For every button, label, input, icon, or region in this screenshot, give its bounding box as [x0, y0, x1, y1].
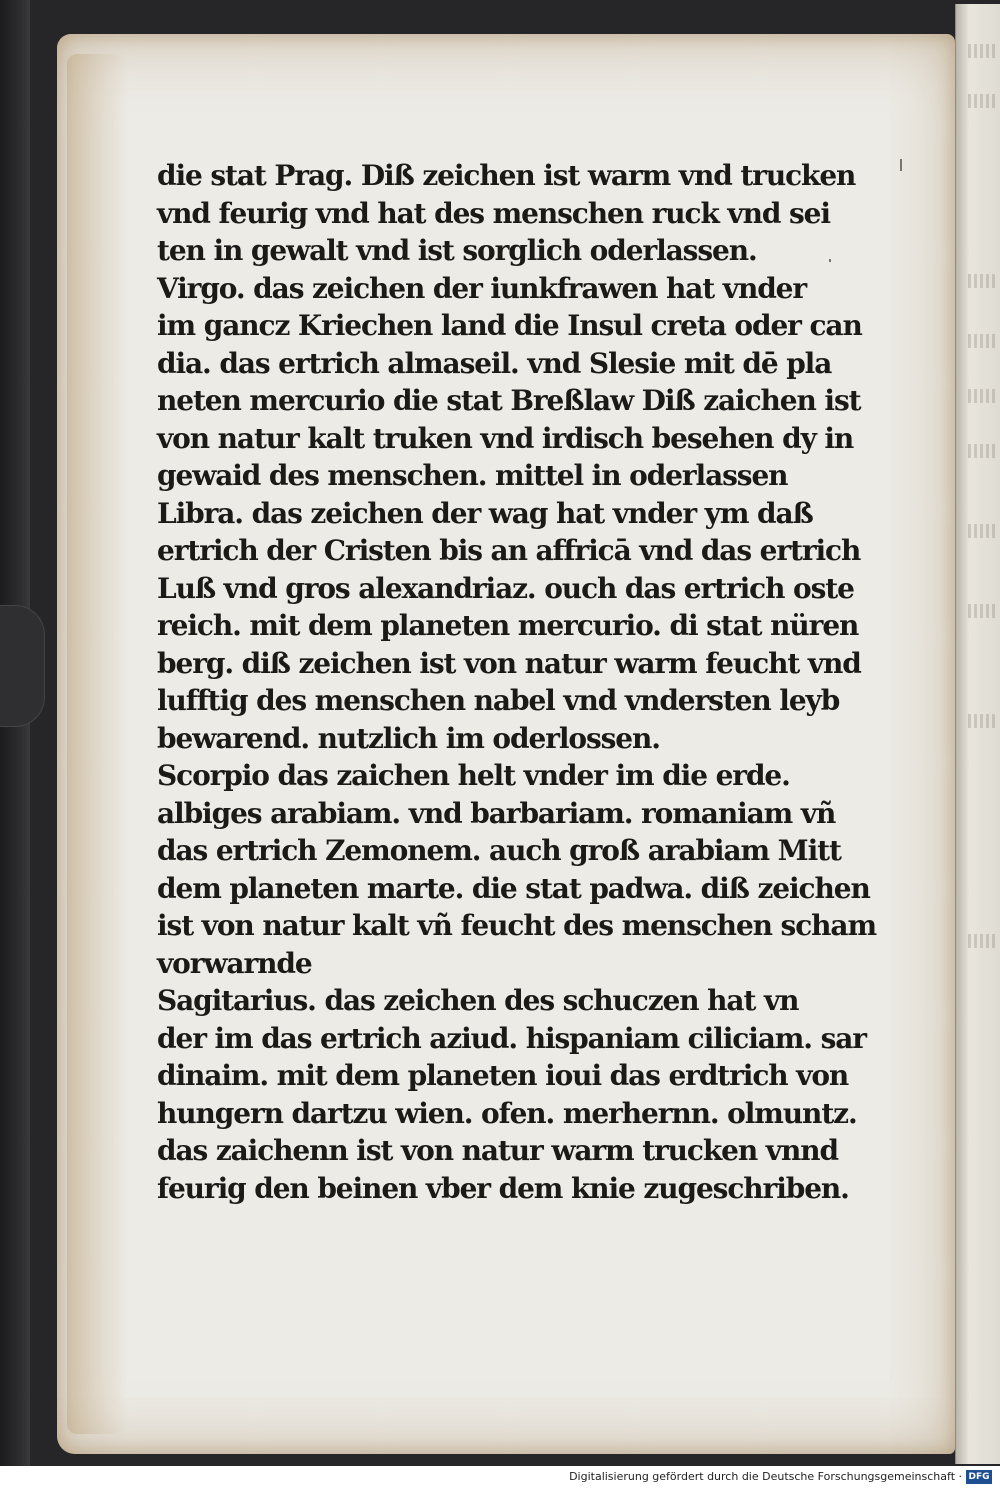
text-line: bewarend. nutzlich im oderlossen.: [157, 721, 660, 755]
text-line: die stat Prag. Diß zeichen ist warm vnd trucken: [157, 159, 856, 192]
text-line: lufftig des menschen nabel vnd vndersten leyb: [157, 684, 840, 717]
book-clasp: [0, 605, 45, 727]
book-cover-edge: [0, 0, 30, 1466]
text-line: neten mercurio die stat Breßlaw Diß zaichen ist: [157, 384, 861, 417]
footer-bar: [0, 1466, 1000, 1489]
text-line: vnd feurig vnd hat des menschen ruck vnd sei: [157, 196, 830, 230]
text-line: gewaid des menschen. mittel in oderlassen: [157, 459, 788, 492]
text-line: dinaim. mit dem planeten ioui das erdtrich von: [157, 1059, 849, 1092]
text-line: das zaichenn ist von natur warm trucken vnnd: [157, 1134, 838, 1167]
text-line: albiges arabiam. vnd barbariam. romaniam vñ: [157, 796, 836, 830]
text-line: im gancz Kriechen land die Insul creta oder can: [157, 309, 862, 342]
ink-speck: [829, 259, 831, 262]
text-line: Scorpio das zaichen helt vnder im die erde.: [157, 759, 790, 792]
manuscript-page: [57, 34, 955, 1454]
text-line: das ertrich Zemonem. auch groß arabiam Mitt: [157, 834, 841, 867]
text-line: Libra. das zeichen der wag hat vnder ym daß: [157, 496, 813, 530]
text-line: ten in gewalt vnd ist sorglich oderlassen.: [157, 234, 757, 267]
funding-notice: Digitalisierung gefördert durch die Deutsche Forschungsgemeinschaft ·: [569, 1470, 962, 1483]
text-line: der im das ertrich aziud. hispaniam ciliciam. sar: [157, 1021, 866, 1055]
ink-speck: [900, 159, 902, 171]
text-line: dem planeten marte. die stat padwa. diß zeichen: [157, 871, 870, 905]
text-line: vorwarnde: [157, 946, 312, 980]
text-line: Virgo. das zeichen der iunkfrawen hat vnder: [157, 271, 807, 305]
text-line: Luß vnd gros alexandriaz. ouch das ertrich oste: [157, 571, 854, 605]
dfg-logo: DFG: [966, 1470, 992, 1484]
text-line: reich. mit dem planeten mercurio. di stat nüren: [157, 609, 859, 642]
facing-page-edge: [955, 4, 1000, 1464]
text-line: dia. das ertrich almaseil. vnd Slesie mit dē pla: [157, 346, 832, 380]
text-line: ist von natur kalt vñ feucht des menschen scham: [157, 909, 876, 942]
text-line: hungern dartzu wien. ofen. merhernn. olmuntz.: [157, 1096, 857, 1130]
page-text-block: [157, 157, 876, 1207]
text-line: berg. diß zeichen ist von natur warm feucht vnd: [157, 646, 861, 680]
text-line: ertrich der Cristen bis an affricā vnd das ertrich: [157, 534, 861, 567]
text-line: von natur kalt truken vnd irdisch besehen dy in: [157, 421, 854, 455]
text-line: feurig den beinen vber dem knie zugeschriben.: [157, 1171, 849, 1205]
text-line: Sagitarius. das zeichen des schuczen hat vn: [157, 984, 799, 1017]
